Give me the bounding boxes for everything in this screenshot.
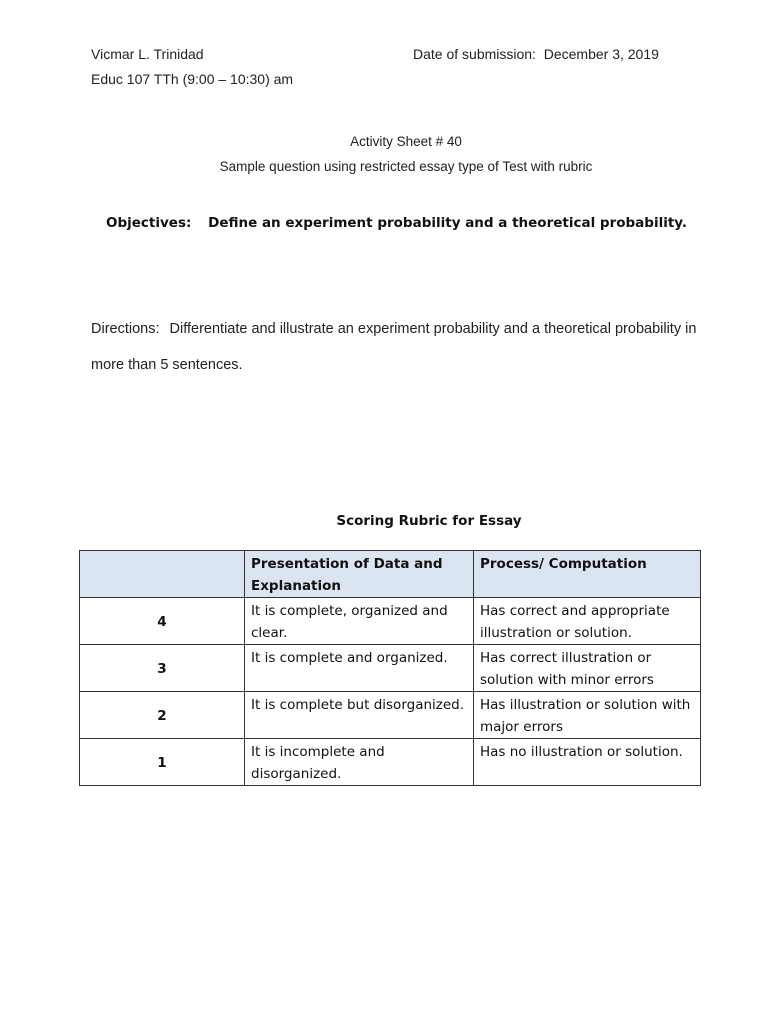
rubric-header-score xyxy=(80,551,245,598)
rubric-header-row xyxy=(80,551,701,598)
table-row xyxy=(80,739,701,786)
directions-text: Differentiate and illustrate an experiment probability and a theoretical probability in more than 5 sentences. xyxy=(91,321,697,373)
process-cell: Has correct and appropriate illustration or solution. xyxy=(474,598,701,645)
activity-subtitle: Sample question using restricted essay type of Test with rubric xyxy=(219,159,593,174)
course-info: Educ 107 TTh (9:00 – 10:30) am xyxy=(91,71,294,87)
activity-title: Activity Sheet # 40 xyxy=(350,134,462,149)
presentation-cell: It is incomplete and disorganized. xyxy=(245,739,474,786)
rubric-title: Scoring Rubric for Essay xyxy=(336,513,522,529)
rubric-table xyxy=(79,550,701,786)
score-cell: 2 xyxy=(80,692,245,739)
objectives xyxy=(106,215,687,231)
student-name: Vicmar L. Trinidad xyxy=(91,46,204,62)
table-row xyxy=(80,692,701,739)
presentation-cell: It is complete, organized and clear. xyxy=(245,598,474,645)
score-cell: 1 xyxy=(80,739,245,786)
rubric-header-process: Process/ Computation xyxy=(474,551,701,598)
process-cell: Has no illustration or solution. xyxy=(474,739,701,786)
directions xyxy=(91,311,731,383)
date-value: December 3, 2019 xyxy=(543,46,659,62)
score-cell: 3 xyxy=(80,645,245,692)
directions-label: Directions: xyxy=(91,321,160,337)
table-row xyxy=(80,598,701,645)
presentation-cell: It is complete but disorganized. xyxy=(245,692,474,739)
date-label: Date of submission: xyxy=(413,46,536,62)
presentation-cell: It is complete and organized. xyxy=(245,645,474,692)
rubric-header-presentation: Presentation of Data and Explanation xyxy=(245,551,474,598)
score-cell: 4 xyxy=(80,598,245,645)
objectives-label: Objectives: xyxy=(106,215,192,231)
table-row xyxy=(80,645,701,692)
submission-date xyxy=(413,46,659,62)
process-cell: Has correct illustration or solution with minor errors xyxy=(474,645,701,692)
process-cell: Has illustration or solution with major errors xyxy=(474,692,701,739)
objectives-text: Define an experiment probability and a theoretical probability. xyxy=(208,215,687,231)
